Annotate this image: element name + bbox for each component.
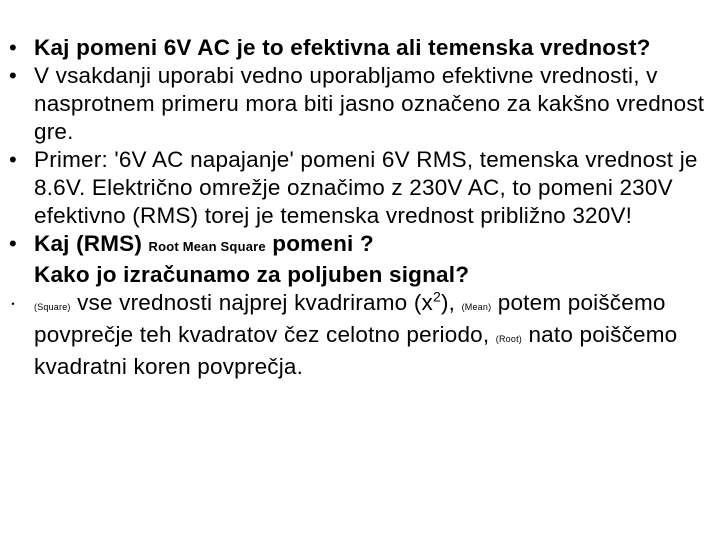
bullet-dot-icon: •: [9, 35, 17, 60]
tag-square: (Square): [34, 302, 71, 312]
rms-expansion: Root Mean Square: [148, 239, 266, 254]
bullet-text: V vsakdanji uporabi vedno uporabljamo efektivne vrednosti, v nasprotnem primeru mora biti jasno označeno za kakšno vrednost gre.: [34, 63, 705, 144]
bullet-dot-icon: •: [9, 231, 17, 256]
bullet-dot-icon: •: [9, 63, 17, 88]
bullet-item-everyday-use: [0, 62, 712, 146]
step-text-2: ),: [440, 290, 462, 315]
bullet-item-example: [0, 146, 712, 230]
bullet-text-part2: pomeni ?: [265, 231, 374, 256]
tag-mean: (Mean): [461, 302, 492, 312]
tag-root: (Root): [495, 334, 522, 344]
bullet-item-question: [0, 34, 712, 62]
step-text-1: vse vrednosti najprej kvadriramo (x: [70, 290, 433, 315]
bullet-dot-icon: •: [11, 299, 15, 309]
bullet-dot-icon: •: [9, 147, 17, 172]
bullet-list: [0, 34, 712, 381]
bullet-text: Primer: '6V AC napajanje' pomeni 6V RMS, temenska vrednost je 8.6V. Električno omrežje označimo z 230V AC, to pomeni 230V efektivno (RMS) torej je temenska vrednost približno 320V!: [34, 147, 698, 228]
bullet-item-rms-question: [0, 230, 712, 289]
bullet-text-line2: Kako jo izračunamo za poljuben signal?: [34, 262, 470, 287]
bullet-text: Kaj pomeni 6V AC je to efektivna ali temenska vrednost?: [34, 35, 651, 60]
step-text-4: nato poiščemo kvadratni koren povprečja.: [34, 322, 678, 379]
exponent: 2: [432, 288, 441, 305]
step-text-3: potem poiščemo povprečje teh kvadratov čez celotno periodo,: [34, 290, 666, 347]
bullet-item-rms-steps: [0, 289, 712, 381]
bullet-text-part1: Kaj (RMS): [34, 231, 149, 256]
